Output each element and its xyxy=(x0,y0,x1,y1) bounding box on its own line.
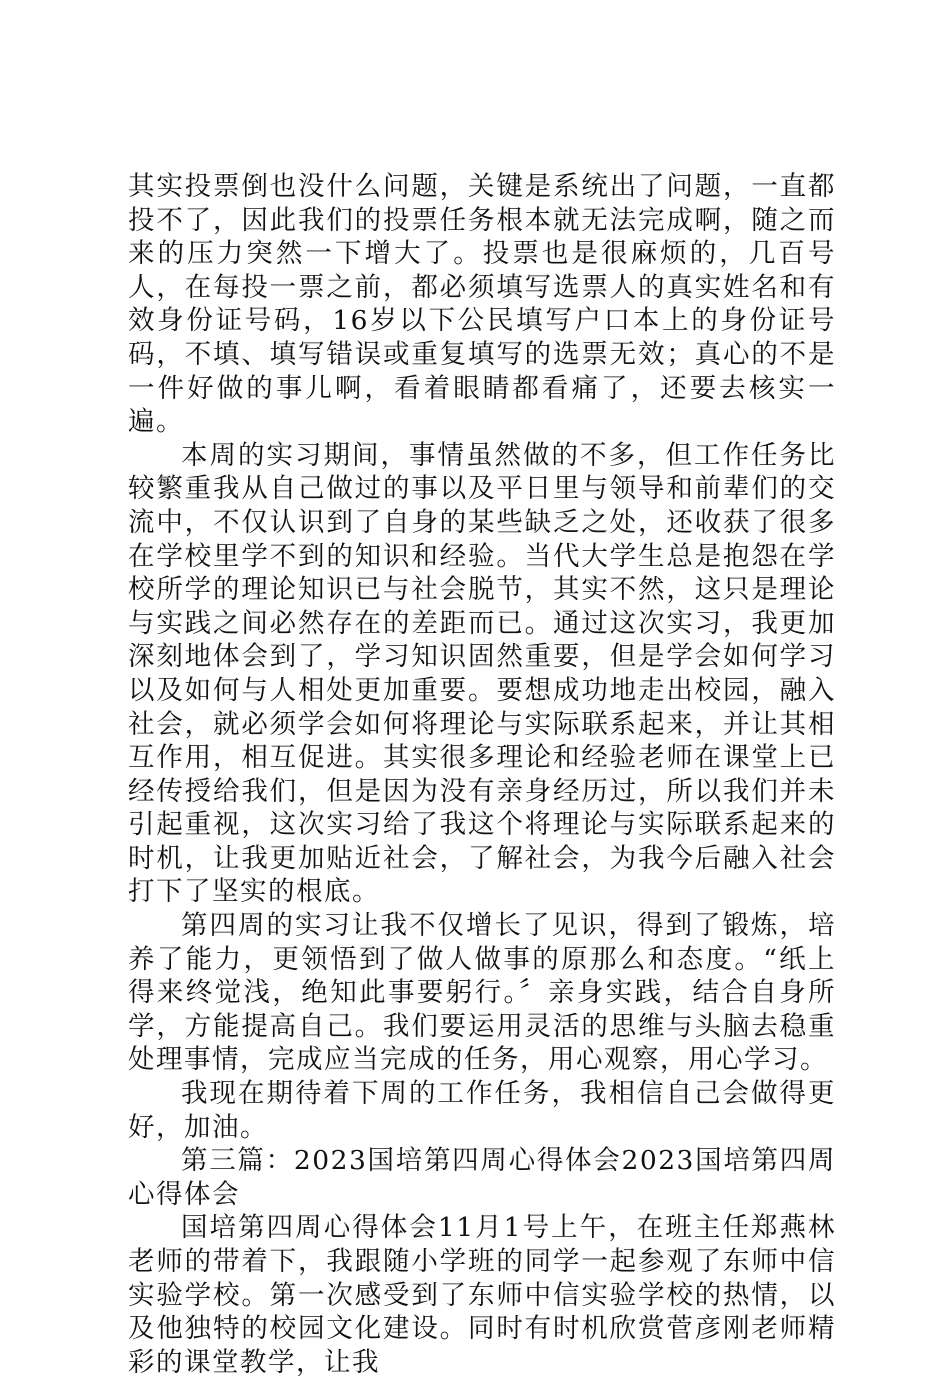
paragraph-week-four-summary: 第四周的实习让我不仅增长了见识，得到了锻炼，培养了能力，更领悟到了做人做事的原那么和态度。“纸上得来终觉浅，绝知此事要躬行。〞亲身实践，结合自身所学，方能提高自己。我们要运用灵活的思维与头脑去稳重处理事情，完成应当完成的任务，用心观察，用心学习。 xyxy=(128,910,836,1076)
paragraph-internship-reflection: 本周的实习期间，事情虽然做的不多，但工作任务比较繁重我从自己做过的事以及平日里与领导和前辈们的交流中，不仅认识到了自身的某些缺乏之处，还收获了很多在学校里学不到的知识和经验。当代大学生总是抱怨在学校所学的理论知识已与社会脱节，其实不然，这只是理论与实践之间必然存在的差距而已。通过这次实习，我更加深刻地体会到了，学习知识固然重要，但是学会如何学习以及如何与人相处更加重要。要想成功地走出校园，融入社会，就必须学会如何将理论与实际联系起来，并让其相互作用，相互促进。其实很多理论和经验老师在课堂上已经传授给我们，但是因为没有亲身经历过，所以我们并未引起重视，这次实习给了我这个将理论与实际联系起来的时机，让我更加贴近社会，了解社会，为我今后融入社会打下了坚实的根底。 xyxy=(128,439,836,908)
paragraph-voting-problem: 其实投票倒也没什么问题，关键是系统出了问题，一直都投不了，因此我们的投票任务根本就无法完成啊，随之而来的压力突然一下增大了。投票也是很麻烦的，几百号人，在每投一票之前，都必须填写选票人的真实姓名和有效身份证号码，16岁以下公民填写户口本上的身份证号码，不填、填写错误或重复填写的选票无效；真心的不是一件好做的事儿啊，看着眼睛都看痛了，还要去核实一遍。 xyxy=(128,171,836,438)
document-body xyxy=(128,170,836,1379)
section-heading-part-three: 第三篇：2023国培第四周心得体会2023国培第四周心得体会 xyxy=(128,1145,836,1210)
paragraph-guopei-week-four: 国培第四周心得体会11月1号上午，在班主任郑燕林老师的带着下，我跟随小学班的同学一起参观了东师中信实验学校。第一次感受到了东师中信实验学校的热情，以及他独特的校园文化建设。同时有时机欣赏菅彦刚老师精彩的课堂教学，让我 xyxy=(128,1212,836,1378)
paragraph-looking-forward: 我现在期待着下周的工作任务，我相信自己会做得更好，加油。 xyxy=(128,1078,836,1143)
